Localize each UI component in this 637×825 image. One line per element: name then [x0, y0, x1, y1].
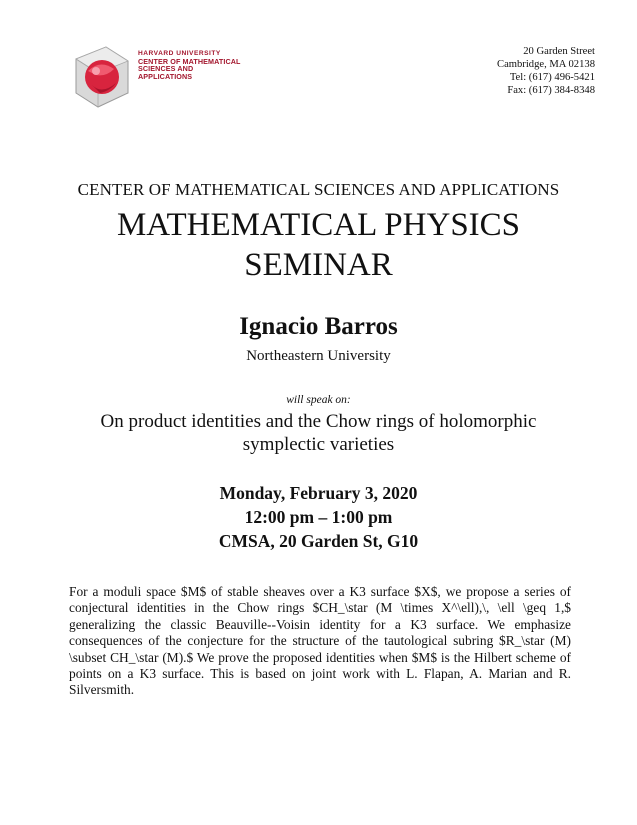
address-fax: Fax: (617) 384-8348: [507, 85, 595, 96]
abstract-text: For a moduli space $M$ of stable sheaves over a K3 surface $X$, we propose a series of conjectural identities in the Chow rings $CH_\star (M \times X^\ell),\, \ell \geq 1,$ generalizing the classic Beauville--Voisin identity for a K3 surface. We emphasize consequences of the conjecture for the structure of the tautological subring $R_\star (M) \subset CH_\star (M).$ We prove the proposed identities when $M$ is the Hilbert scheme of points on a K3 surface. This is based on joint work with L. Flapan, A. Marian and R. Silversmith.: [69, 584, 571, 698]
cmsa-logo: [66, 41, 246, 121]
logo-line-1: CENTER OF MATHEMATICAL: [138, 56, 241, 66]
address-tel: Tel: (617) 496-5421: [509, 72, 595, 83]
address-city: Cambridge, MA 02138: [497, 59, 595, 70]
seminar-title-line-1: MATHEMATICAL PHYSICS: [116, 207, 521, 243]
seminar-title-line-2: SEMINAR: [244, 247, 393, 283]
event-location: CMSA, 20 Garden St, G10: [218, 531, 419, 551]
cube-sphere-logo-icon: [66, 41, 134, 113]
logo-text: [138, 51, 246, 81]
speaker-affiliation: Northeastern University: [246, 348, 391, 364]
talk-title: [0, 410, 637, 456]
talk-title-line-1: On product identities and the Chow rings of holomorphic: [100, 411, 537, 432]
will-speak-on: will speak on:: [286, 394, 351, 406]
seminar-title: [0, 205, 637, 285]
event-details: [0, 481, 637, 553]
address-street: 20 Garden Street: [523, 46, 595, 57]
logo-university: HARVARD UNIVERSITY: [138, 50, 221, 57]
logo-line-2: SCIENCES AND APPLICATIONS: [138, 64, 194, 82]
speaker-name: Ignacio Barros: [239, 313, 398, 340]
event-date: Monday, February 3, 2020: [219, 483, 418, 503]
address-block: [497, 45, 595, 97]
organization-heading: CENTER OF MATHEMATICAL SCIENCES AND APPLICATIONS: [77, 180, 560, 199]
talk-title-line-2: symplectic varieties: [242, 434, 395, 455]
event-time: 12:00 pm – 1:00 pm: [244, 507, 393, 527]
